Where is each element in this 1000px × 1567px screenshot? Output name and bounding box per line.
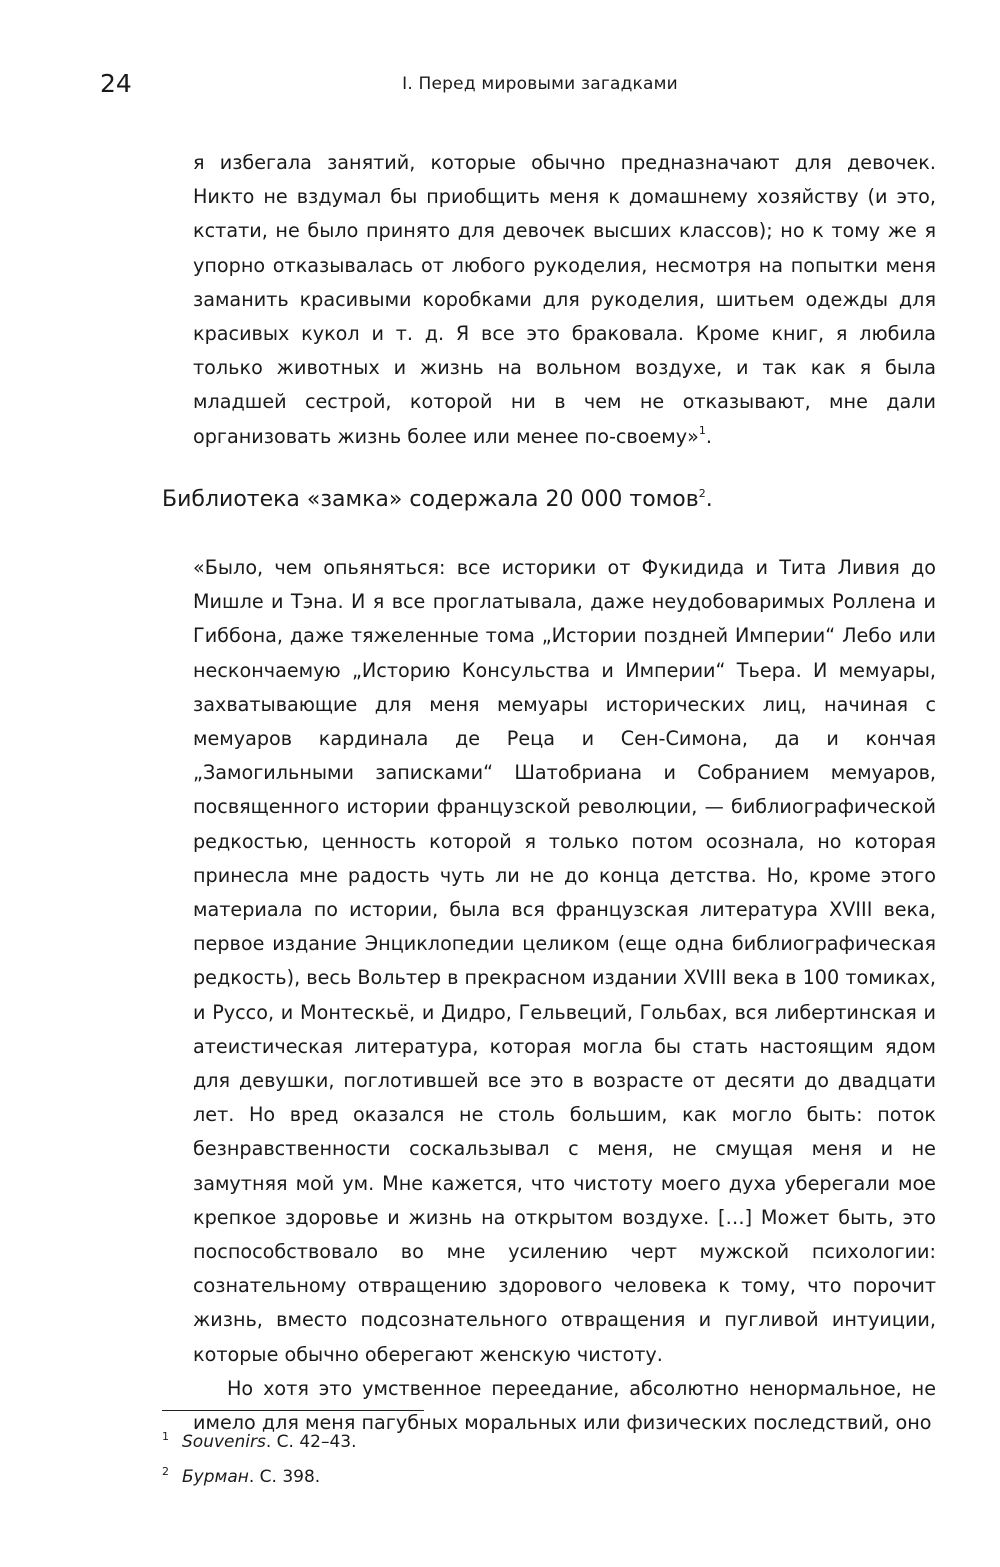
- block-quote-2: [193, 551, 936, 1440]
- footnote-2-source: Бурман: [182, 1467, 249, 1487]
- footnote-2-text: . С. 398.: [248, 1467, 321, 1487]
- footnote-1-text: . С. 42–43.: [265, 1432, 357, 1452]
- page-number: 24: [100, 69, 132, 98]
- block-quote-1: [193, 146, 936, 454]
- narrative-end: .: [705, 487, 713, 512]
- quote-1-end: .: [705, 424, 712, 448]
- footnote-ref-2: 2: [698, 486, 706, 500]
- running-head: I. Перед мировыми загадками: [402, 74, 678, 94]
- footnote-1: 1 Souvenirs. С. 42–43.: [162, 1430, 357, 1452]
- quote-1-text: я избегала занятий, которые обычно предназначают для девочек. Никто не вздумал бы приобщить меня к домашнему хозяйству (и это, кстати, не было принято для девочек высших классов); но к тому же я упорно отказывалась от любого рукоделия, несмотря на попытки меня заманить красивыми коробками для рукоделия, шитьем одежды для красивых кукол и т. д. Я все это браковала. Кроме книг, я любила только животных и жизнь на вольном воздухе, и так как я была младшей сестрой, которой ни в чем не отказывают, мне дали организовать жизнь более или менее по-своему»: [193, 151, 936, 448]
- footnote-1-source: Souvenirs: [182, 1432, 266, 1452]
- narrative-text: Библиотека «замка» содержала 20 000 томов: [162, 487, 699, 512]
- footnote-2: 2 Бурман. С. 398.: [162, 1465, 321, 1487]
- narrative-paragraph: [162, 480, 936, 520]
- footnote-divider: [162, 1410, 424, 1411]
- quote-2-paragraph-2: Но хотя это умственное переедание, абсолютно ненормальное, не имело для меня пагубных моральных или физических последствий, оно: [193, 1376, 936, 1435]
- quote-2-paragraph-1: «Было, чем опьяняться: все историки от Фукидида и Тита Ливия до Мишле и Тэна. И я все проглатывала, даже неудобоваримых Роллена и Гиббона, даже тяжеленные тома „Истории поздней Империи“ Лебо или нескончаемую „Историю Консульства и Империи“ Тьера. И мемуары, захватывающие для меня мемуары исторических лиц, начиная с мемуаров кардинала де Реца и Сен-Симона, да и кончая „Замогильными записками“ Шатобриана и Собранием мемуаров, посвященного истории французской революции, — библиографической редкостью, ценность которой я только потом осознала, но которая принесла мне радость чуть ли не до конца детства. Но, кроме этого материала по истории, была вся французская литература XVIII века, первое издание Энциклопедии целиком (еще одна библиографическая редкость), весь Вольтер в прекрасном издании XVIII века в 100 томиках, и Руссо, и Монтескьё, и Дидро, Гельвеций, Гольбах, вся либертинская и атеистическая литература, которая могла бы стать настоящим ядом для девушки, поглотившей все это в возрасте от десяти до двадцати лет. Но вред оказался не столь большим, как могло быть: поток безнравственности соскальзывал с меня, не смущая меня и не замутняя мой ум. Мне кажется, что чистоту моего духа уберегали мое крепкое здоровье и жизнь на открытом воздухе. […] Может быть, это поспособствовало во мне усилению черт мужской психологии: сознательному отвращению здорового человека к тому, что порочит жизнь, вместо подсознательного отвращения и пугливой интуиции, которые обычно оберегают женскую чистоту.: [193, 556, 936, 1366]
- footnote-ref-1: 1: [698, 424, 706, 438]
- quote-1-paragraph: [193, 146, 936, 454]
